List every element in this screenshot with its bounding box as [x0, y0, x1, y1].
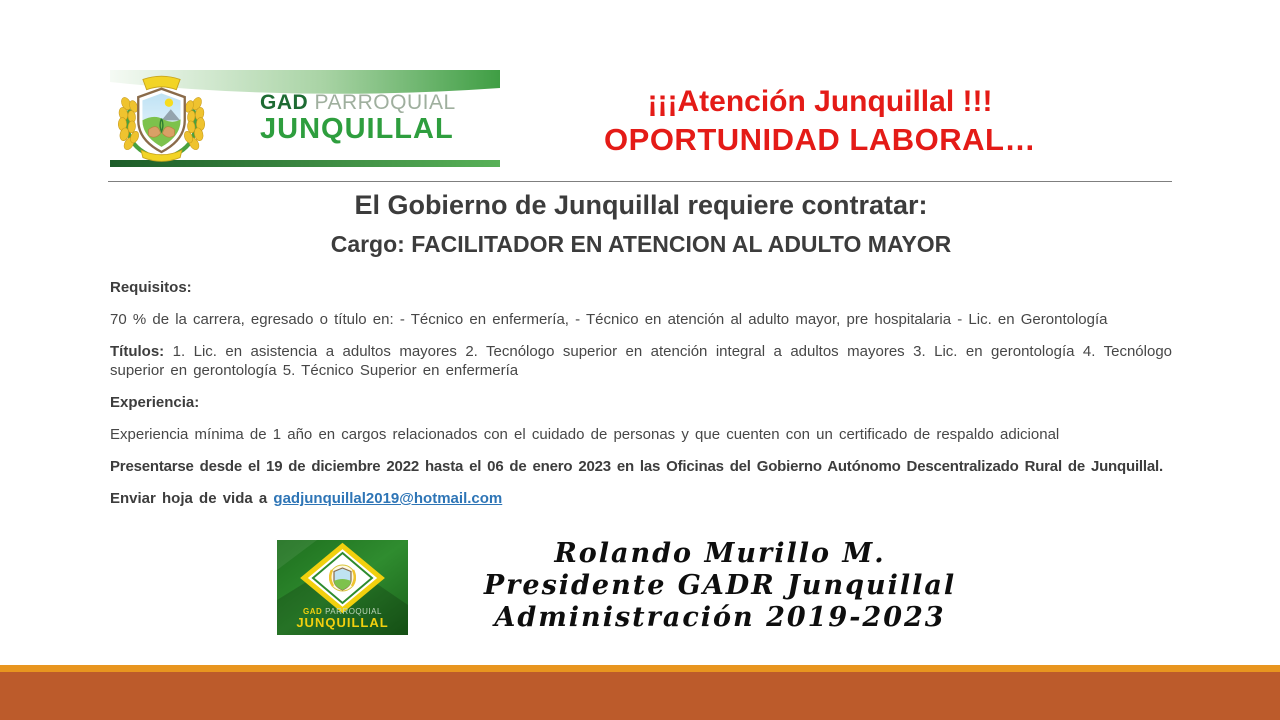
requisitos-heading [110, 278, 1172, 297]
titulos-paragraph [110, 342, 1172, 380]
square-logo-parroquial: PARROQUIAL [325, 606, 382, 616]
square-logo-gad: GAD [303, 606, 323, 616]
titulos-label: Títulos: [110, 343, 165, 360]
signature-name: Rolando Murillo M. [554, 538, 886, 569]
enviar-paragraph [110, 489, 1172, 508]
banner-org-gad: GAD [260, 91, 309, 114]
cargo-label: Cargo: [330, 231, 405, 257]
presentarse-text: Presentarse desde el 19 de diciembre 2022 hasta el 06 de enero 2023 en las Oficinas del Gobierno Autónomo Descentralizado Rural de Junquillal. [110, 458, 1163, 475]
header-divider [108, 181, 1172, 182]
presentarse-paragraph [110, 457, 1172, 476]
signature-block [420, 538, 1020, 634]
experiencia-paragraph: Experiencia mínima de 1 año en cargos relacionados con el cuidado de personas y que cuenten con un certificado de respaldo adicional [110, 426, 1060, 443]
requisitos-label: Requisitos: [110, 279, 192, 296]
experiencia-label: Experiencia: [110, 394, 200, 411]
banner-org-parroquial: PARROQUIAL [314, 91, 456, 114]
requisitos-paragraph: 70 % de la carrera, egresado o título en: - Técnico en enfermería, - Técnico en atención al adulto mayor, pre hospitalaria - Lic. en Gerontología [110, 311, 1108, 328]
experiencia-heading [110, 393, 1172, 412]
signature-administration: Administración 2019-2023 [494, 602, 946, 633]
footer-bar [0, 672, 1280, 720]
titulos-text: 1. Lic. en asistencia a adultos mayores 2. Tecnólogo superior en atención integral a adultos mayores 3. Lic. en gerontología 4. Tecnólogo superior en gerontología 5. Técnico Superior en enfermería [110, 343, 1172, 379]
signature-role: Presidente GADR Junquillal [483, 570, 957, 601]
attention-title [510, 84, 1130, 160]
banner-org-line1 [260, 92, 500, 114]
banner-org-name [260, 92, 500, 144]
cargo-value: FACILITADOR EN ATENCION AL ADULTO MAYOR [411, 231, 952, 257]
attention-line1: ¡¡¡Atención Junquillal !!! [647, 85, 993, 118]
square-logo-line2: JUNQUILLAL [296, 615, 389, 631]
enviar-label: Enviar hoja de vida a [110, 490, 268, 507]
square-logo-org-name [277, 608, 408, 630]
gad-junquillal-square-logo [277, 540, 408, 635]
cargo-line [110, 231, 1172, 258]
page-title: El Gobierno de Junquillal requiere contratar: [354, 190, 928, 220]
banner-org-line2: JUNQUILLAL [260, 113, 454, 146]
body-text [110, 278, 1172, 521]
email-link[interactable]: gadjunquillal2019@hotmail.com [273, 490, 503, 507]
footer-accent-strip [0, 665, 1280, 672]
gad-junquillal-banner-logo [110, 70, 500, 168]
attention-line2: OPORTUNIDAD LABORAL… [604, 122, 1036, 157]
